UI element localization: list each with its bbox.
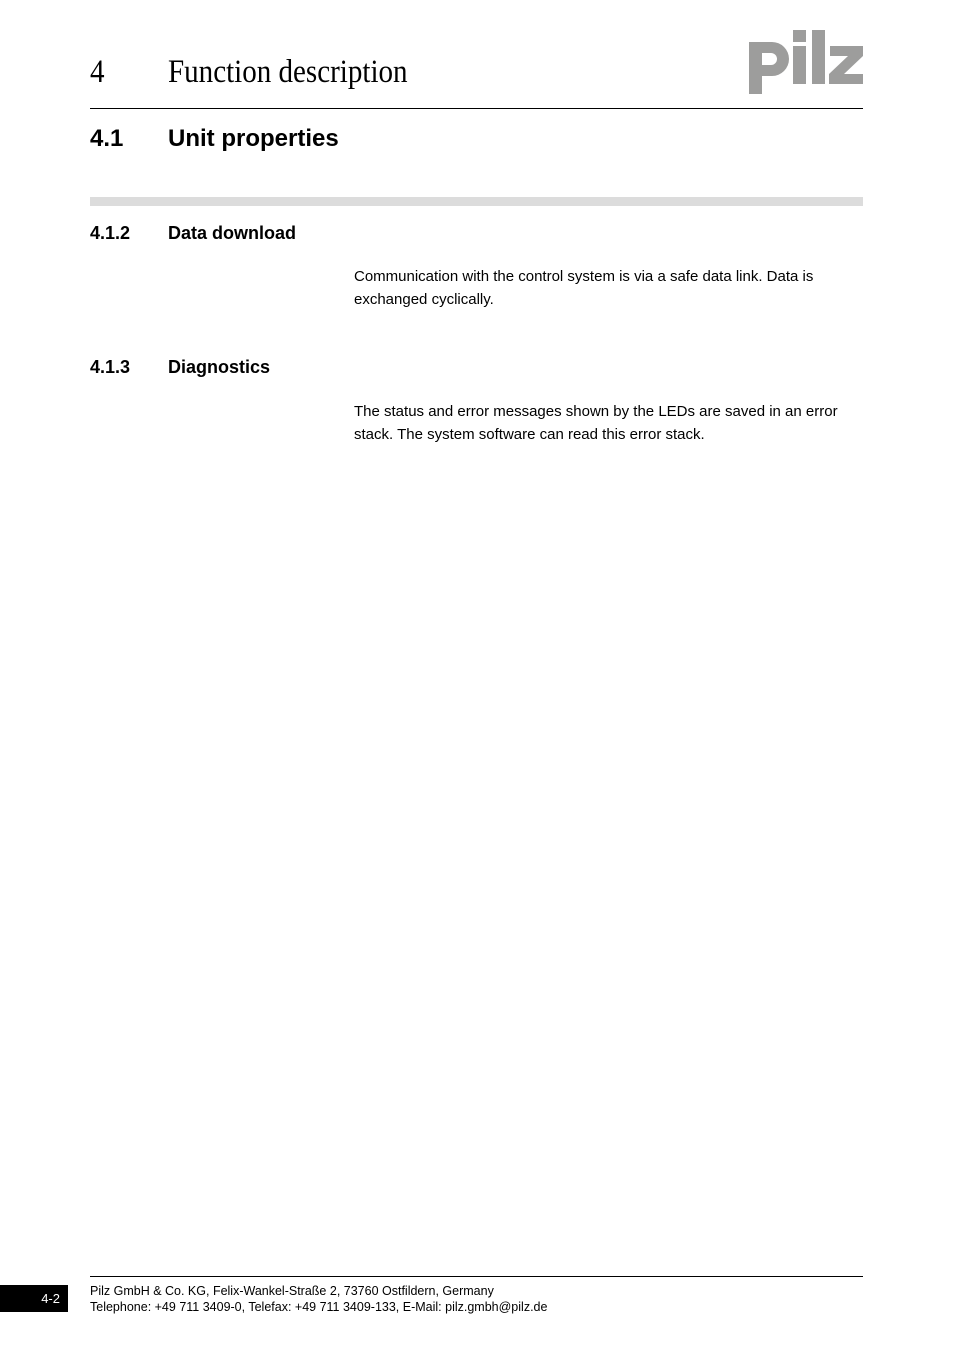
section-divider-bar <box>90 197 863 206</box>
subsection-title: Data download <box>168 223 297 243</box>
chapter-number: 4 <box>90 54 105 90</box>
section-title: Unit properties <box>168 125 339 152</box>
subsection-title: Diagnostics <box>168 357 271 377</box>
subsection-body: The status and error messages shown by the LEDs are saved in an error stack. The system software can read this error stack. <box>354 403 838 443</box>
subsection-number: 4.1.2 <box>90 223 131 243</box>
footer-rule <box>90 1276 863 1277</box>
footer-contact: Telephone: +49 711 3409-0, Telefax: +49 711 3409-133, E-Mail: pilz.gmbh@pilz.de <box>90 1300 548 1314</box>
pilz-logo <box>746 26 866 96</box>
section-number: 4.1 <box>90 125 124 152</box>
chapter-title: Function description <box>168 54 408 90</box>
subsection-number: 4.1.3 <box>90 357 131 377</box>
page-number: 4-2 <box>0 1285 68 1312</box>
subsection-body: Communication with the control system is via a safe data link. Data is exchanged cyclically. <box>354 268 814 308</box>
footer-address: Pilz GmbH & Co. KG, Felix-Wankel-Straße 2, 73760 Ostfildern, Germany <box>90 1284 494 1298</box>
header-rule <box>90 108 863 109</box>
